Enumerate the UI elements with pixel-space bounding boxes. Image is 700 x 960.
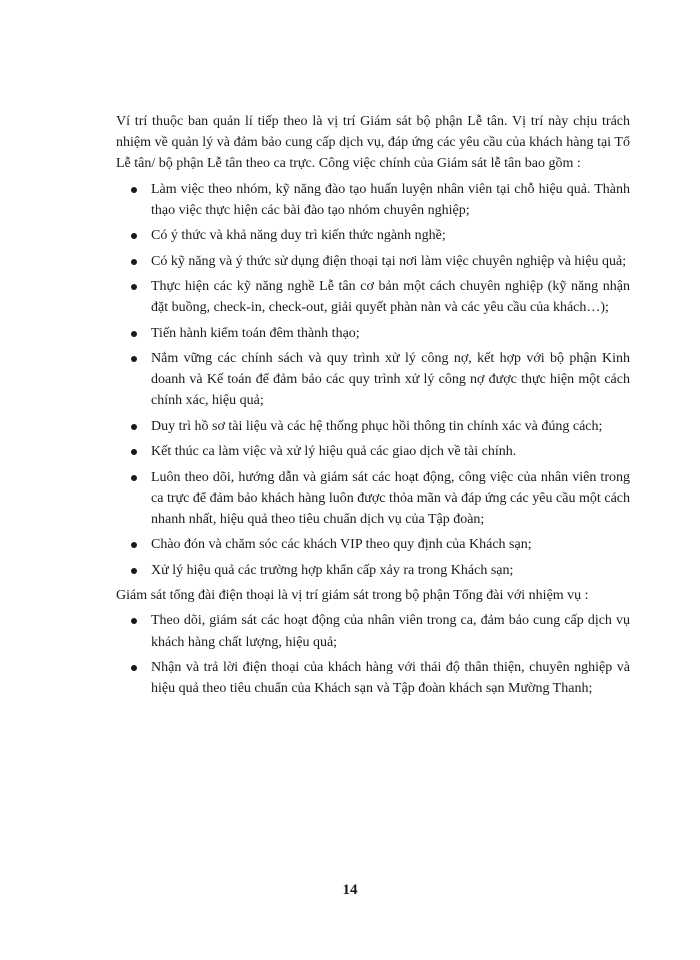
bullet-icon [131, 475, 137, 481]
list-item-text: Nhận và trả lời điện thoại của khách hàng với thái độ thân thiện, chuyên nghiệp và hiệu quả theo tiêu chuẩn của Khách sạn và Tập đoàn khách sạn Mường Thanh; [151, 659, 630, 697]
list-item-text: Thực hiện các kỹ năng nghề Lễ tân cơ bản một cách chuyên nghiệp (kỹ năng nhận đặt buồng, check-in, check-out, giải quyết phàn nàn và các yêu cầu của khách…); [151, 278, 630, 316]
bullet-icon [131, 568, 137, 574]
list-item [116, 225, 630, 246]
list-item [116, 416, 630, 437]
list-item [116, 348, 630, 412]
list-item-text: Duy trì hồ sơ tài liệu và các hệ thống phục hồi thông tin chính xác và đúng cách; [151, 418, 603, 434]
list-item-text: Theo dõi, giám sát các hoạt động của nhân viên trong ca, đảm bảo cung cấp dịch vụ khách hàng chất lượng, hiệu quả; [151, 613, 630, 650]
bullet-icon [131, 187, 137, 193]
bullet-icon [131, 424, 137, 430]
list-item-text: Xử lý hiệu quả các trường hợp khẩn cấp xảy ra trong Khách sạn; [151, 562, 514, 578]
bullet-icon [131, 665, 137, 671]
bullet-icon [131, 331, 137, 337]
bullet-icon [131, 356, 137, 362]
intro-paragraph: Ví trí thuộc ban quản lí tiếp theo là vị trí Giám sát bộ phận Lễ tân. Vị trí này chịu trách nhiệm về quản lý và đảm bảo cung cấp dịch vụ, đáp ứng các yêu cầu của khách hàng tại Tổ Lễ tân/ bộ phận Lễ tân theo ca trực. Công việc chính của Giám sát lễ tân bao gồm : [116, 114, 630, 172]
list-item-text: Có kỹ năng và ý thức sử dụng điện thoại tại nơi làm việc chuyên nghiệp và hiệu quả; [151, 253, 627, 269]
bullet-icon [131, 618, 137, 624]
list-item [116, 467, 630, 531]
switchboard-duty-list [116, 610, 630, 699]
switchboard-paragraph: Giám sát tổng đài điện thoại là vị trí giám sát trong bộ phận Tổng đài với nhiệm vụ : [116, 588, 589, 604]
list-item [116, 534, 630, 555]
list-item-text: Luôn theo dõi, hướng dẫn và giám sát các hoạt động, công việc của nhân viên trong ca trực để đảm bảo khách hàng luôn được thỏa mãn và đáp ứng các yêu cầu một cách nhanh nhất, hiệu quả theo tiêu chuẩn dịch vụ của Tập đoàn; [151, 469, 630, 527]
bullet-icon [131, 259, 137, 265]
list-item [116, 441, 630, 462]
list-item [116, 251, 630, 272]
page-number: 14 [342, 882, 358, 898]
list-item [116, 560, 630, 581]
bullet-icon [131, 449, 137, 455]
bullet-icon [131, 542, 137, 548]
list-item-text: Làm việc theo nhóm, kỹ năng đào tạo huấn luyện nhân viên tại chỗ hiệu quả. Thành thạo việc thực hiện các bài đào tạo nhóm chuyên nghiệp; [151, 181, 630, 218]
bullet-icon [131, 284, 137, 290]
list-item-text: Có ý thức và khả năng duy trì kiến thức ngành nghề; [151, 228, 446, 244]
list-item-text: Nắm vững các chính sách và quy trình xử lý công nợ, kết hợp với bộ phận Kinh doanh và Kế toán để đảm bảo các quy trình xử lý công nợ được thực hiện một cách chính xác, hiệu quả; [151, 350, 630, 409]
list-item [116, 657, 630, 699]
list-item-text: Tiến hành kiểm toán đêm thành thạo; [151, 325, 360, 341]
list-item [116, 179, 630, 221]
list-item [116, 323, 630, 344]
document-body [116, 111, 630, 704]
bullet-icon [131, 233, 137, 239]
list-item [116, 276, 630, 318]
list-item-text: Kết thúc ca làm việc và xử lý hiệu quả các giao dịch về tài chính. [151, 444, 517, 460]
list-item [116, 610, 630, 652]
front-desk-duty-list [116, 179, 630, 581]
list-item-text: Chào đón và chăm sóc các khách VIP theo quy định của Khách sạn; [151, 537, 532, 553]
